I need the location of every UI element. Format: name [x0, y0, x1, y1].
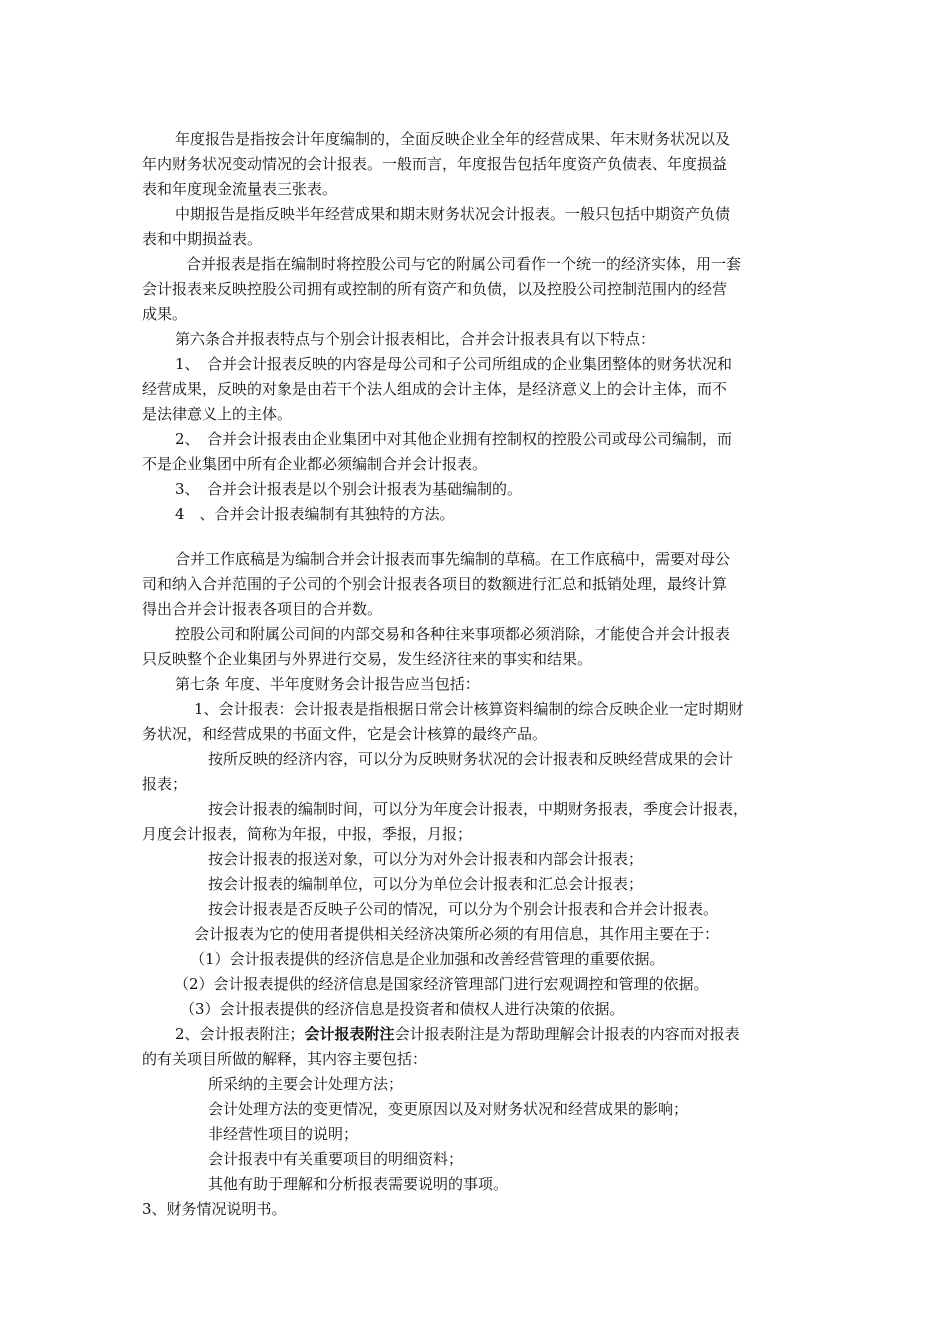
paragraph-line: 合并报表是指在编制时将控股公司与它的附属公司看作一个统一的经济实体，用一套 [186, 255, 742, 273]
list-item: 3、财务情况说明书。 [142, 1200, 287, 1218]
paragraph-line: 按会计报表的编制时间，可以分为年度会计报表，中期财务报表，季度会计报表， [208, 800, 749, 818]
paragraph-line: 所采纳的主要会计处理方法； [208, 1075, 404, 1093]
paragraph-line: 表和中期损益表。 [142, 230, 263, 248]
article-heading: 第六条合并报表特点与个别会计报表相比，合并会计报表具有以下特点： [175, 330, 656, 348]
list-item: 1、会计报表：会计报表是指根据日常会计核算资料编制的综合反映企业一定时期财 [194, 700, 744, 718]
paragraph-line: 会计报表为它的使用者提供相关经济决策所必须的有用信息，其作用主要在于： [194, 925, 720, 943]
paragraph-line: 按会计报表是否反映子公司的情况，可以分为个别会计报表和合并会计报表。 [208, 900, 719, 918]
note-item-text: 会计报表附注是为帮助理解会计报表的内容而对报表 [394, 1025, 740, 1043]
paragraph-line: 成果。 [142, 305, 188, 323]
bold-term: 会计报表附注 [304, 1025, 395, 1043]
paragraph-line: 经营成果，反映的对象是由若干个法人组成的会计主体，是经济意义上的会计主体，而不 [142, 380, 728, 398]
paragraph-line: 中期报告是指反映半年经营成果和期末财务状况会计报表。一般只包括中期资产负债 [175, 205, 731, 223]
paragraph-line: 司和纳入合并范围的子公司的个别会计报表各项目的数额进行汇总和抵销处理，最终计算 [142, 575, 728, 593]
paragraph-line: 非经营性项目的说明； [208, 1125, 359, 1143]
paragraph-line: 表和年度现金流量表三张表。 [142, 180, 338, 198]
article-heading: 第七条 年度、半年度财务会计报告应当包括： [175, 675, 480, 693]
paragraph-line: 月度会计报表，简称为年报，中报，季报，月报； [142, 825, 473, 843]
paragraph-line: 不是企业集团中所有企业都必须编制合并会计报表。 [142, 455, 488, 473]
paragraph-line: 按所反映的经济内容，可以分为反映财务状况的会计报表和反映经营成果的会计 [208, 750, 734, 768]
paragraph-line: 是法律意义上的主体。 [142, 405, 293, 423]
list-item [175, 1024, 740, 1044]
paragraph-line: 其他有助于理解和分析报表需要说明的事项。 [208, 1175, 509, 1193]
paragraph-line: 按会计报表的编制单位，可以分为单位会计报表和汇总会计报表； [208, 875, 644, 893]
paragraph-line: 年度报告是指按会计年度编制的，全面反映企业全年的经营成果、年末财务状况以及 [175, 130, 731, 148]
paragraph-line: 会计报表来反映控股公司拥有或控制的所有资产和负债，以及控股公司控制范围内的经营 [142, 280, 728, 298]
list-item: （1）会计报表提供的经济信息是企业加强和改善经营管理的重要依据。 [190, 950, 665, 968]
paragraph-line: 控股公司和附属公司间的内部交易和各种往来事项都必须消除，才能使合并会计报表 [175, 625, 731, 643]
list-item: （2）会计报表提供的经济信息是国家经济管理部门进行宏观调控和管理的依据。 [174, 975, 709, 993]
note-item-label: 2、会计报表附注； [175, 1025, 305, 1043]
paragraph-line: 年内财务状况变动情况的会计报表。一般而言，年度报告包括年度资产负债表、年度损益 [142, 155, 728, 173]
paragraph-line: 按会计报表的报送对象，可以分为对外会计报表和内部会计报表； [208, 850, 644, 868]
paragraph-line: 会计处理方法的变更情况，变更原因以及对财务状况和经营成果的影响； [208, 1100, 689, 1118]
list-item: （3）会计报表提供的经济信息是投资者和债权人进行决策的依据。 [180, 1000, 625, 1018]
list-item: 2、 合并会计报表由企业集团中对其他企业拥有控制权的控股公司或母公司编制，而 [175, 430, 733, 448]
paragraph-line: 得出合并会计报表各项目的合并数。 [142, 600, 383, 618]
paragraph-line: 只反映整个企业集团与外界进行交易，发生经济往来的事实和结果。 [142, 650, 593, 668]
list-item: 4 、合并会计报表编制有其独特的方法。 [175, 505, 455, 523]
paragraph-line: 的有关项目所做的解释，其内容主要包括： [142, 1050, 428, 1068]
paragraph-line: 报表； [142, 775, 188, 793]
list-item: 3、 合并会计报表是以个别会计报表为基础编制的。 [175, 480, 523, 498]
paragraph-line: 合并工作底稿是为编制合并会计报表而事先编制的草稿。在工作底稿中，需要对母公 [175, 550, 731, 568]
paragraph-line: 务状况，和经营成果的书面文件，它是会计核算的最终产品。 [142, 725, 548, 743]
list-item: 1、 合并会计报表反映的内容是母公司和子公司所组成的企业集团整体的财务状况和 [175, 355, 733, 373]
paragraph-line: 会计报表中有关重要项目的明细资料； [208, 1150, 464, 1168]
